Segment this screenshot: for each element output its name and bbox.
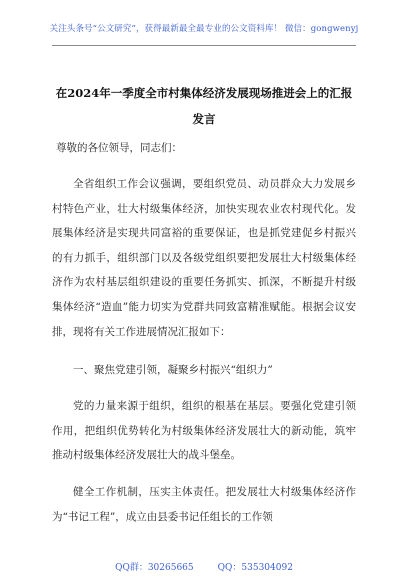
salutation: 尊敬的各位领导，同志们： [56,142,182,154]
section-heading-1: 一、聚焦党建引领，凝聚乡村振兴“组织力” [73,364,273,376]
footer-contact [0,560,408,573]
footer-qq-group: QQ群：30265665 [115,563,194,573]
document-title [52,80,356,132]
header-divider [52,45,356,46]
paragraph-party-strength: 党的力量来源于组织，组织的根基在基层。要强化党建引领作用，把组织优势转化为村级集体经济发展壮大的新动能，筑牢推动村级集体经济发展壮大的战斗堡垒。 [52,400,356,462]
header-promo-note: 关注头条号“公文研究”，获得最新最全最专业的公文资料库！ 微信：gongwenyj [49,24,359,34]
document-title-line-1: 在2024年一季度全市村集体经济发展现场推进会上的汇报 [55,86,353,100]
paragraph-intro: 全省组织工作会议强调，要组织党员、动员群众大力发展乡村特色产业，壮大村级集体经济，加快实现农业农村现代化。发展集体经济是实现共同富裕的重要保证，也是抓党建促乡村振兴的有力抓手，组织部门以及各级党组织要把发展壮大村级集体经济作为农村基层组织建设的重要任务抓实、抓深，不断提升村级集体经济“造血”能力切实为党群共同致富精准赋能。根据会议安排，现将有关工作进展情况汇报如下： [52,178,356,338]
document-title-line-2: 发言 [192,112,216,126]
paragraph-work-mechanism: 健全工作机制，压实主体责任。把发展壮大村级集体经济作为“书记工程”，成立由县委书记任组长的工作领 [52,486,356,523]
footer-qq-number: QQ：535304092 [217,563,293,573]
